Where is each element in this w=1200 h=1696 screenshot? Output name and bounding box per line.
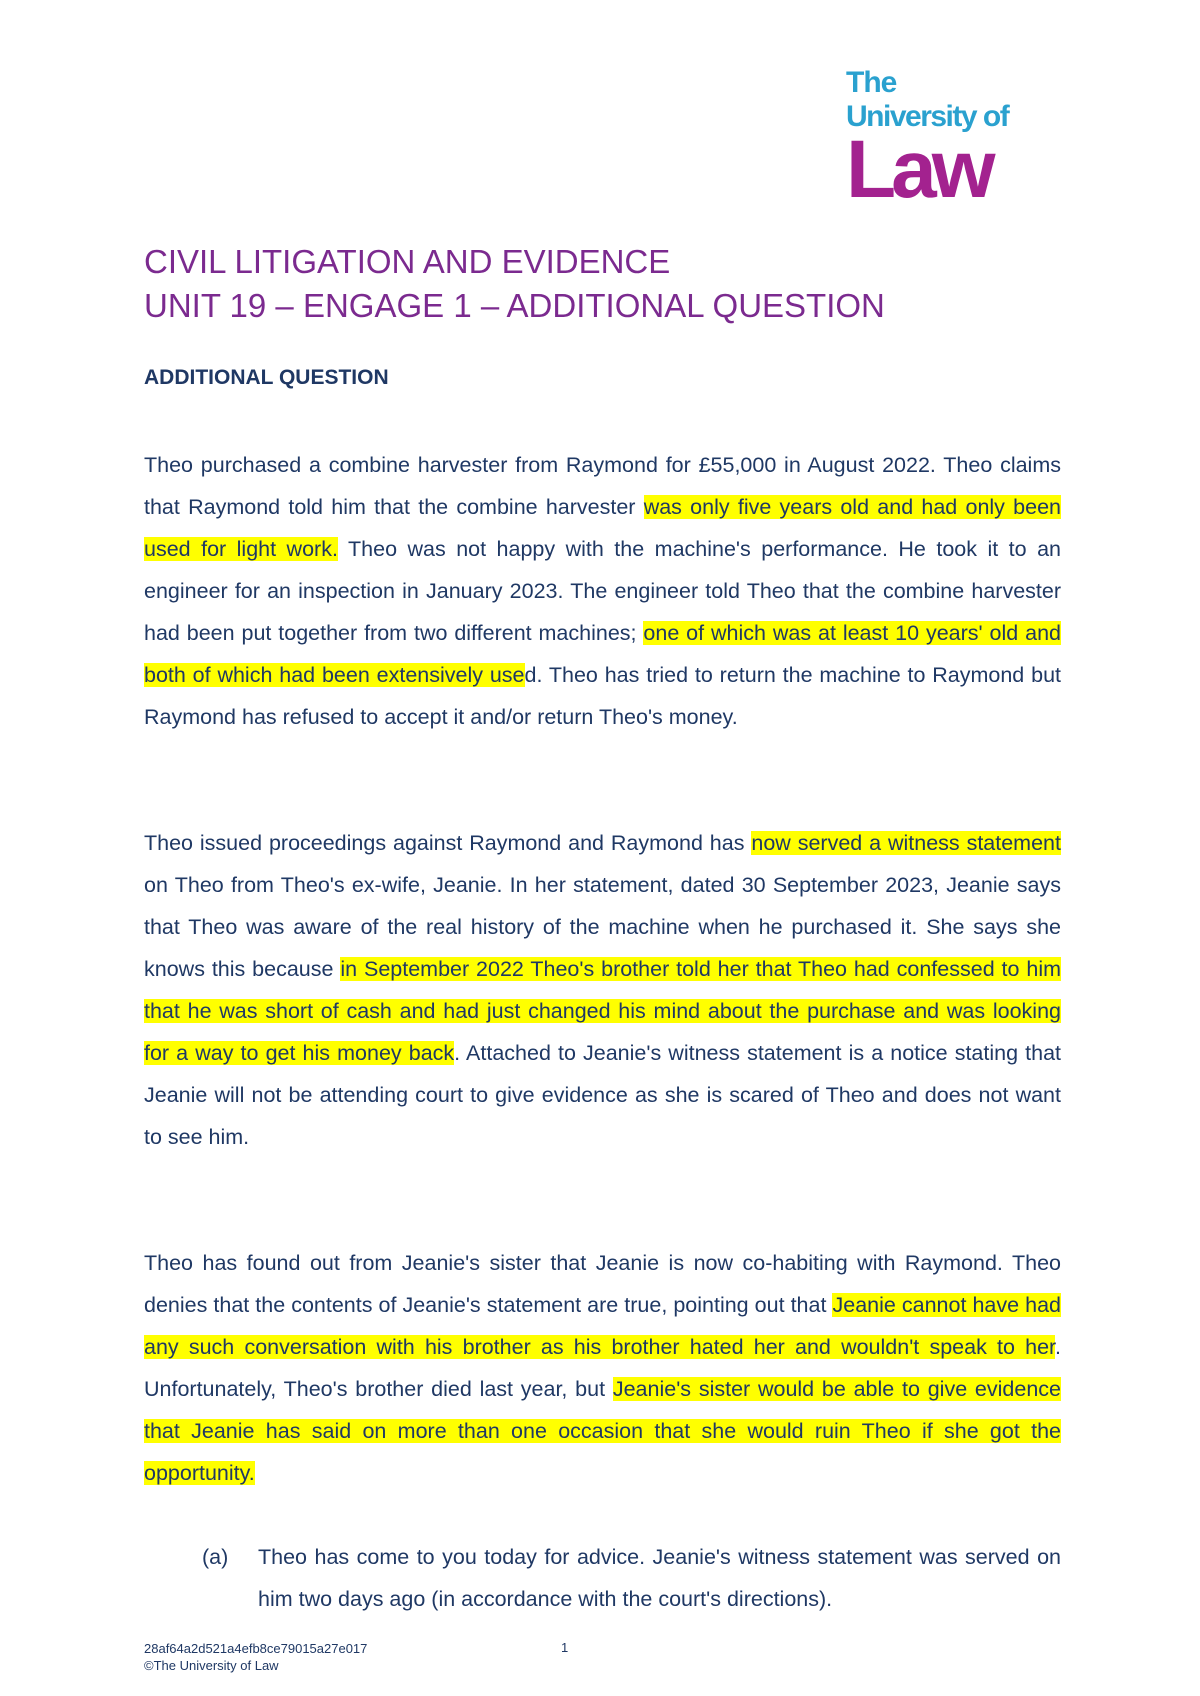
title-line-1: CIVIL LITIGATION AND EVIDENCE	[144, 243, 671, 280]
page-number: 1	[561, 1640, 569, 1655]
logo-line-law: Law	[846, 124, 991, 215]
highlighted-text: was only five years old and had only been used for light work.	[144, 495, 1061, 561]
title-line-2: UNIT 19 – ENGAGE 1 – ADDITIONAL QUESTION	[144, 287, 885, 324]
paragraph-1	[144, 444, 1061, 738]
paragraph-3	[144, 1242, 1061, 1494]
footer	[144, 1640, 367, 1674]
text-run: d. Theo has tried to return the machine to Raymond but Raymond has refused to accept it and/or return Theo's money.	[144, 663, 1061, 729]
section-heading: ADDITIONAL QUESTION	[144, 366, 389, 389]
text-run: Theo issued proceedings against Raymond and Raymond has	[144, 831, 752, 855]
document-title	[144, 240, 885, 328]
highlighted-text: now served a witness statement	[751, 831, 1061, 855]
highlighted-text: Jeanie cannot have had any such conversation with his brother as his brother hated her and wouldn't speak to her	[144, 1293, 1061, 1359]
text-run: . Unfortunately, Theo's brother died last year, but	[144, 1335, 1061, 1401]
highlighted-text: in September 2022 Theo's brother told her that Theo had confessed to him that he was short of cash and had just changed his mind about the purchase and was looking for a way to get his money back	[144, 957, 1062, 1065]
document-id: 28af64a2d521a4efb8ce79015a27e017	[144, 1641, 368, 1656]
highlighted-text: Jeanie's sister would be able to give evidence that Jeanie has said on more than one occasion that she would ruin Theo if she got the opportunity.	[144, 1377, 1061, 1485]
logo-line-the: The	[846, 66, 897, 99]
text-run: Theo has found out from Jeanie's sister that Jeanie is now co-habiting with Raymond. Theo denies that the contents of Jeanie's statement are true, pointing out that	[144, 1251, 1061, 1317]
question-text: Theo has come to you today for advice. Jeanie's witness statement was served on him two days ago (in accordance with the court's directions).	[258, 1545, 1061, 1611]
text-run: on Theo from Theo's ex-wife, Jeanie. In her statement, dated 30 September 2023, Jeanie says that Theo was aware of the real history of the machine when he purchased it. She says she knows this because	[144, 873, 1061, 981]
copyright-notice: ©The University of Law	[144, 1658, 279, 1673]
logo-line-university: University of	[846, 100, 1009, 133]
highlighted-text: one of which was at least 10 years' old and both of which had been extensively use	[144, 621, 1061, 687]
university-logo	[846, 66, 1036, 215]
paragraph-2	[144, 822, 1061, 1158]
text-run: Theo was not happy with the machine's performance. He took it to an engineer for an inspection in January 2023. The engineer told Theo that the combine harvester had been put together from two different machines;	[144, 537, 1061, 645]
question-label: (a)	[202, 1545, 229, 1569]
text-run: . Attached to Jeanie's witness statement is a notice stating that Jeanie will not be attending court to give evidence as she is scared of Theo and does not want to see him.	[144, 1041, 1061, 1149]
text-run: Theo purchased a combine harvester from Raymond for £55,000 in August 2022. Theo claims that Raymond told him that the combine harvester	[144, 453, 1061, 519]
